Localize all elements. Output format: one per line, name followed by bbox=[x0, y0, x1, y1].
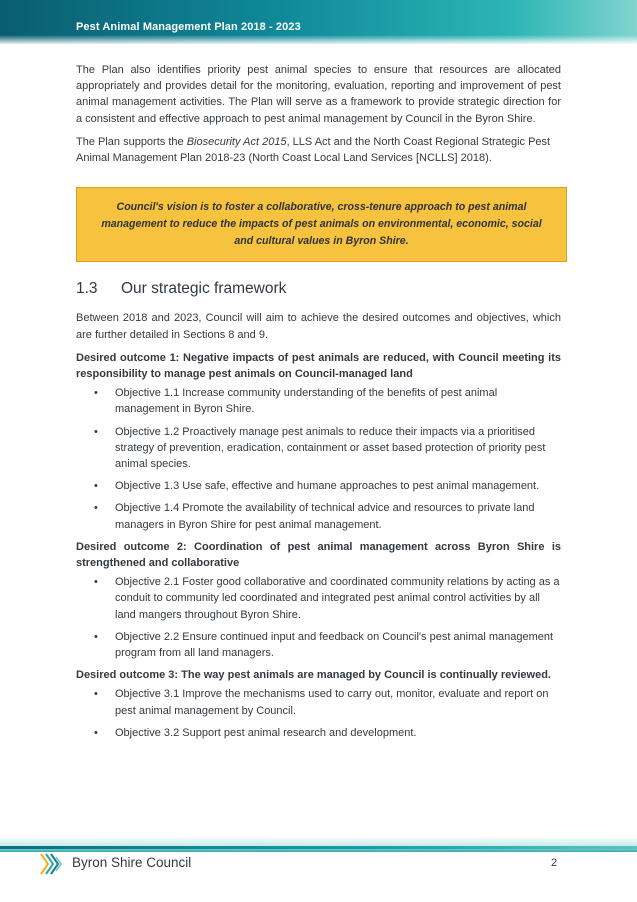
vision-callout bbox=[76, 187, 567, 262]
section-heading bbox=[76, 281, 561, 297]
objective-text: Objective 3.2 Support pest animal research and development. bbox=[115, 726, 417, 739]
outcome-heading: Desired outcome 2: Coordination of pest animal management across Byron Shire is strengthened and collaborative bbox=[76, 540, 561, 570]
bullet-icon: • bbox=[94, 576, 98, 589]
header-fade bbox=[0, 35, 637, 44]
outcome-heading: Desired outcome 1: Negative impacts of pest animals are reduced, with Council meeting its responsibility to manage pest animals on Council-managed land bbox=[76, 351, 561, 381]
objective-list bbox=[76, 574, 561, 661]
vision-line: management to reduce the impacts of pest animals on environmental, economic, social bbox=[101, 218, 542, 231]
objective-item bbox=[76, 424, 561, 473]
footer-org-name: Byron Shire Council bbox=[72, 855, 192, 870]
intro-paragraph-2 bbox=[76, 134, 561, 166]
act-name: Biosecurity Act 2015 bbox=[186, 135, 287, 148]
bullet-icon: • bbox=[94, 502, 98, 515]
objective-list bbox=[76, 686, 561, 741]
objective-item bbox=[76, 385, 561, 417]
page-number: 2 bbox=[551, 857, 558, 869]
objective-item bbox=[76, 574, 561, 623]
bullet-icon: • bbox=[94, 425, 98, 438]
page-header bbox=[0, 0, 637, 44]
objective-text: Objective 1.1 Increase community understanding of the benefits of pest animal management in Byron Shire. bbox=[115, 387, 498, 416]
objective-item bbox=[76, 686, 561, 718]
footer-band bbox=[0, 838, 637, 852]
vision-line: and cultural values in Byron Shire. bbox=[234, 235, 409, 248]
bullet-icon: • bbox=[94, 688, 98, 701]
vision-line: Council's vision is to foster a collaborative, cross-tenure approach to pest animal bbox=[116, 201, 527, 214]
bullet-icon: • bbox=[94, 387, 98, 400]
objective-text: Objective 3.1 Improve the mechanisms used to carry out, monitor, evaluate and report on pest animal management by Council. bbox=[115, 688, 549, 717]
council-logo-icon bbox=[39, 852, 65, 876]
objective-text: Objective 2.1 Foster good collaborative and coordinated community relations by acting as a conduit to community led coordinated and integrated pest animal control activities by all land mangers throughout Byron Shire. bbox=[115, 576, 560, 621]
objective-item bbox=[76, 478, 561, 494]
objective-text: Objective 2.2 Ensure continued input and feedback on Council's pest animal management program from all land managers. bbox=[115, 630, 554, 660]
objective-text: Objective 1.2 Proactively manage pest animals to reduce their impacts via a prioritised strategy of prevention, eradication, containment or asset based protection of priority pest animal species. bbox=[115, 425, 546, 471]
footer-stripe bbox=[0, 846, 637, 849]
objective-item bbox=[76, 725, 561, 741]
page-content bbox=[76, 62, 561, 747]
outcome-heading: Desired outcome 3: The way pest animals are managed by Council is continually reviewed. bbox=[76, 669, 551, 682]
section-intro: Between 2018 and 2023, Council will aim to achieve the desired outcomes and objectives, which are further detailed in Sections 8 and 9. bbox=[76, 312, 561, 341]
document-title: Pest Animal Management Plan 2018 - 2023 bbox=[76, 21, 301, 33]
bullet-icon: • bbox=[94, 480, 98, 493]
intro-p2-text-a: The Plan supports the bbox=[76, 135, 187, 148]
objective-item bbox=[76, 500, 561, 532]
objective-item bbox=[76, 629, 561, 661]
intro-p2-text-b: , LLS Act and the North Coast Regional Strategic Pest Animal Management Plan 2018-23 (North Coast Local Land Services [NCLLS] 2018). bbox=[76, 135, 551, 165]
bullet-icon: • bbox=[94, 630, 98, 643]
section-title: Our strategic framework bbox=[121, 280, 287, 298]
objective-text: Objective 1.4 Promote the availability of technical advice and resources to private land managers in Byron Shire for pest animal management. bbox=[115, 502, 535, 531]
intro-paragraph-1: The Plan also identifies priority pest animal species to ensure that resources are allocated appropriately and provides detail for the monitoring, evaluation, reporting and improvement of pest animal management activities. The Plan will serve as a framework to provide strategic direction for a consistent and effective approach to pest animal management by Council in the Byron Shire. bbox=[76, 64, 561, 125]
objective-text: Objective 1.3 Use safe, effective and humane approaches to pest animal management. bbox=[115, 480, 540, 493]
section-number: 1.3 bbox=[76, 280, 98, 298]
objective-list bbox=[76, 385, 561, 533]
bullet-icon: • bbox=[94, 726, 98, 739]
